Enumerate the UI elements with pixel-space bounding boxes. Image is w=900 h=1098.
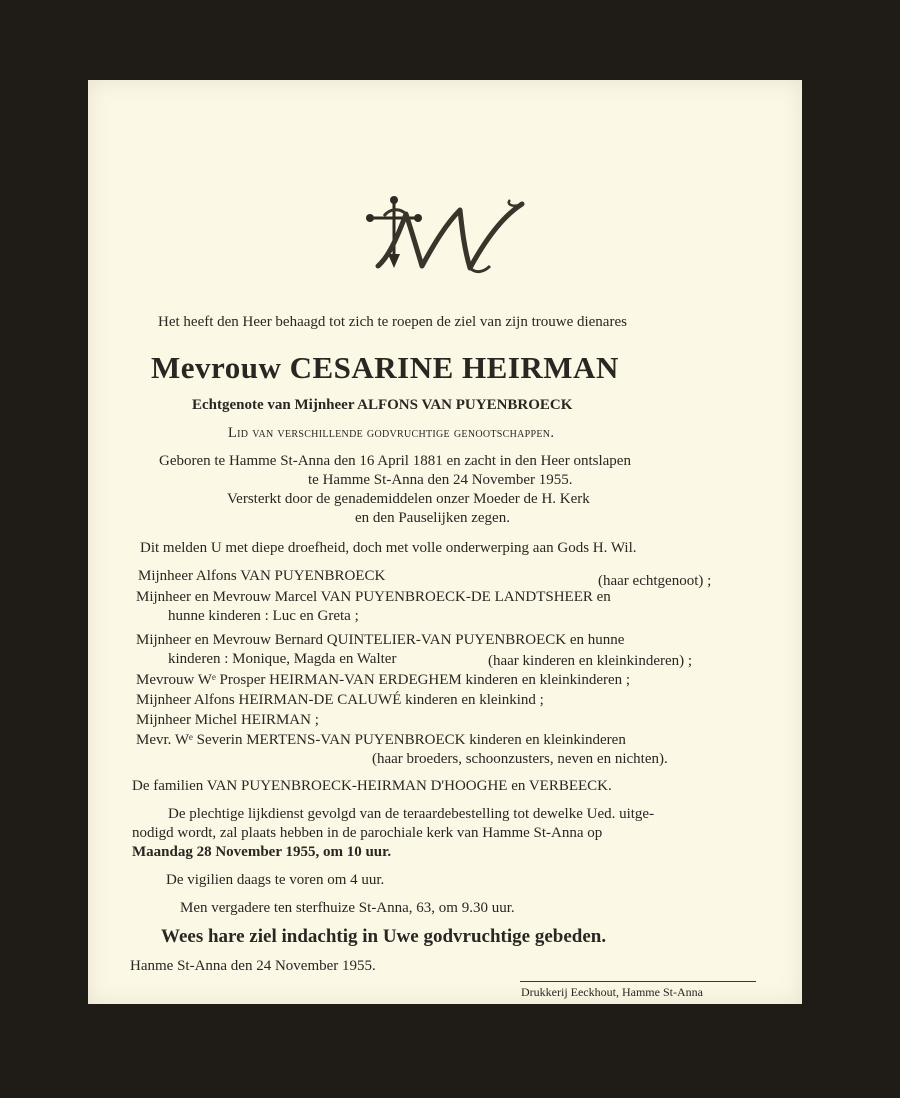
born-line-2: te Hamme St-Anna den 24 November 1955.	[308, 472, 573, 488]
families-line: De familien VAN PUYENBROECK-HEIRMAN D'HOOGHE en VERBEECK.	[132, 778, 612, 794]
family-line-2b: hunne kinderen : Luc en Greta ;	[168, 608, 359, 624]
family-line-1a: Mijnheer Alfons VAN PUYENBROECK	[138, 568, 386, 584]
vigil-line: De vigilien daags te voren om 4 uur.	[166, 872, 385, 888]
membership-line: Lid van verschillende godvruchtige genootschappen.	[228, 425, 555, 441]
family-line-3b: kinderen : Monique, Magda en Walter	[168, 651, 397, 667]
printer-separator	[520, 981, 756, 982]
family-line-6: Mijnheer Michel HEIRMAN ;	[136, 712, 319, 728]
family-line-1b: (haar echtgenoot) ;	[598, 573, 712, 589]
strengthened-line-1: Versterkt door de genademiddelen onzer Moeder de H. Kerk	[227, 491, 590, 507]
mourning-card	[88, 80, 802, 1004]
family-line-7: Mevr. Wᵉ Severin MERTENS-VAN PUYENBROECK kinderen en kleinkinderen	[136, 732, 626, 748]
family-line-3a: Mijnheer en Mevrouw Bernard QUINTELIER-VAN PUYENBROECK en hunne	[136, 632, 625, 648]
deceased-name: Mevrouw CESARINE HEIRMAN	[151, 350, 619, 385]
family-line-2a: Mijnheer en Mevrouw Marcel VAN PUYENBROECK-DE LANDTSHEER en	[136, 589, 611, 605]
printer-line: Drukkerij Eeckhout, Hamme St-Anna	[521, 985, 703, 999]
born-line-1: Geboren te Hamme St-Anna den 16 April 1881 en zacht in den Heer ontslapen	[159, 453, 631, 469]
family-line-5: Mijnheer Alfons HEIRMAN-DE CALUWÉ kinderen en kleinkind ;	[136, 692, 544, 708]
family-line-8: (haar broeders, schoonzusters, neven en nichten).	[372, 751, 668, 767]
strengthened-line-2: en den Pauselijken zegen.	[355, 510, 510, 526]
announcement-line: Dit melden U met diepe droefheid, doch met volle onderwerping aan Gods H. Wil.	[140, 540, 637, 556]
service-line-1: De plechtige lijkdienst gevolgd van de teraardebestelling tot dewelke Ued. uitge-	[168, 806, 655, 822]
place-date-line: Hanme St-Anna den 24 November 1955.	[130, 958, 376, 974]
service-line-3: Maandag 28 November 1955, om 10 uur.	[132, 844, 392, 860]
gathering-line: Men vergadere ten sterfhuize St-Anna, 63, om 9.30 uur.	[180, 900, 515, 916]
service-line-2: nodigd wordt, zal plaats hebben in de parochiale kerk van Hamme St-Anna op	[132, 825, 603, 841]
intro-line: Het heeft den Heer behaagd tot zich te roepen de ziel van zijn trouwe dienares	[158, 314, 627, 330]
family-line-4: Mevrouw Wᵉ Prosper HEIRMAN-VAN ERDEGHEM kinderen en kleinkinderen ;	[136, 672, 631, 688]
cross-monogram-logo	[360, 196, 530, 278]
family-line-3c: (haar kinderen en kleinkinderen) ;	[488, 653, 693, 669]
prayer-line: Wees hare ziel indachtig in Uwe godvruchtige gebeden.	[161, 926, 607, 947]
spouse-line: Echtgenote van Mijnheer ALFONS VAN PUYENBROECK	[192, 397, 573, 413]
